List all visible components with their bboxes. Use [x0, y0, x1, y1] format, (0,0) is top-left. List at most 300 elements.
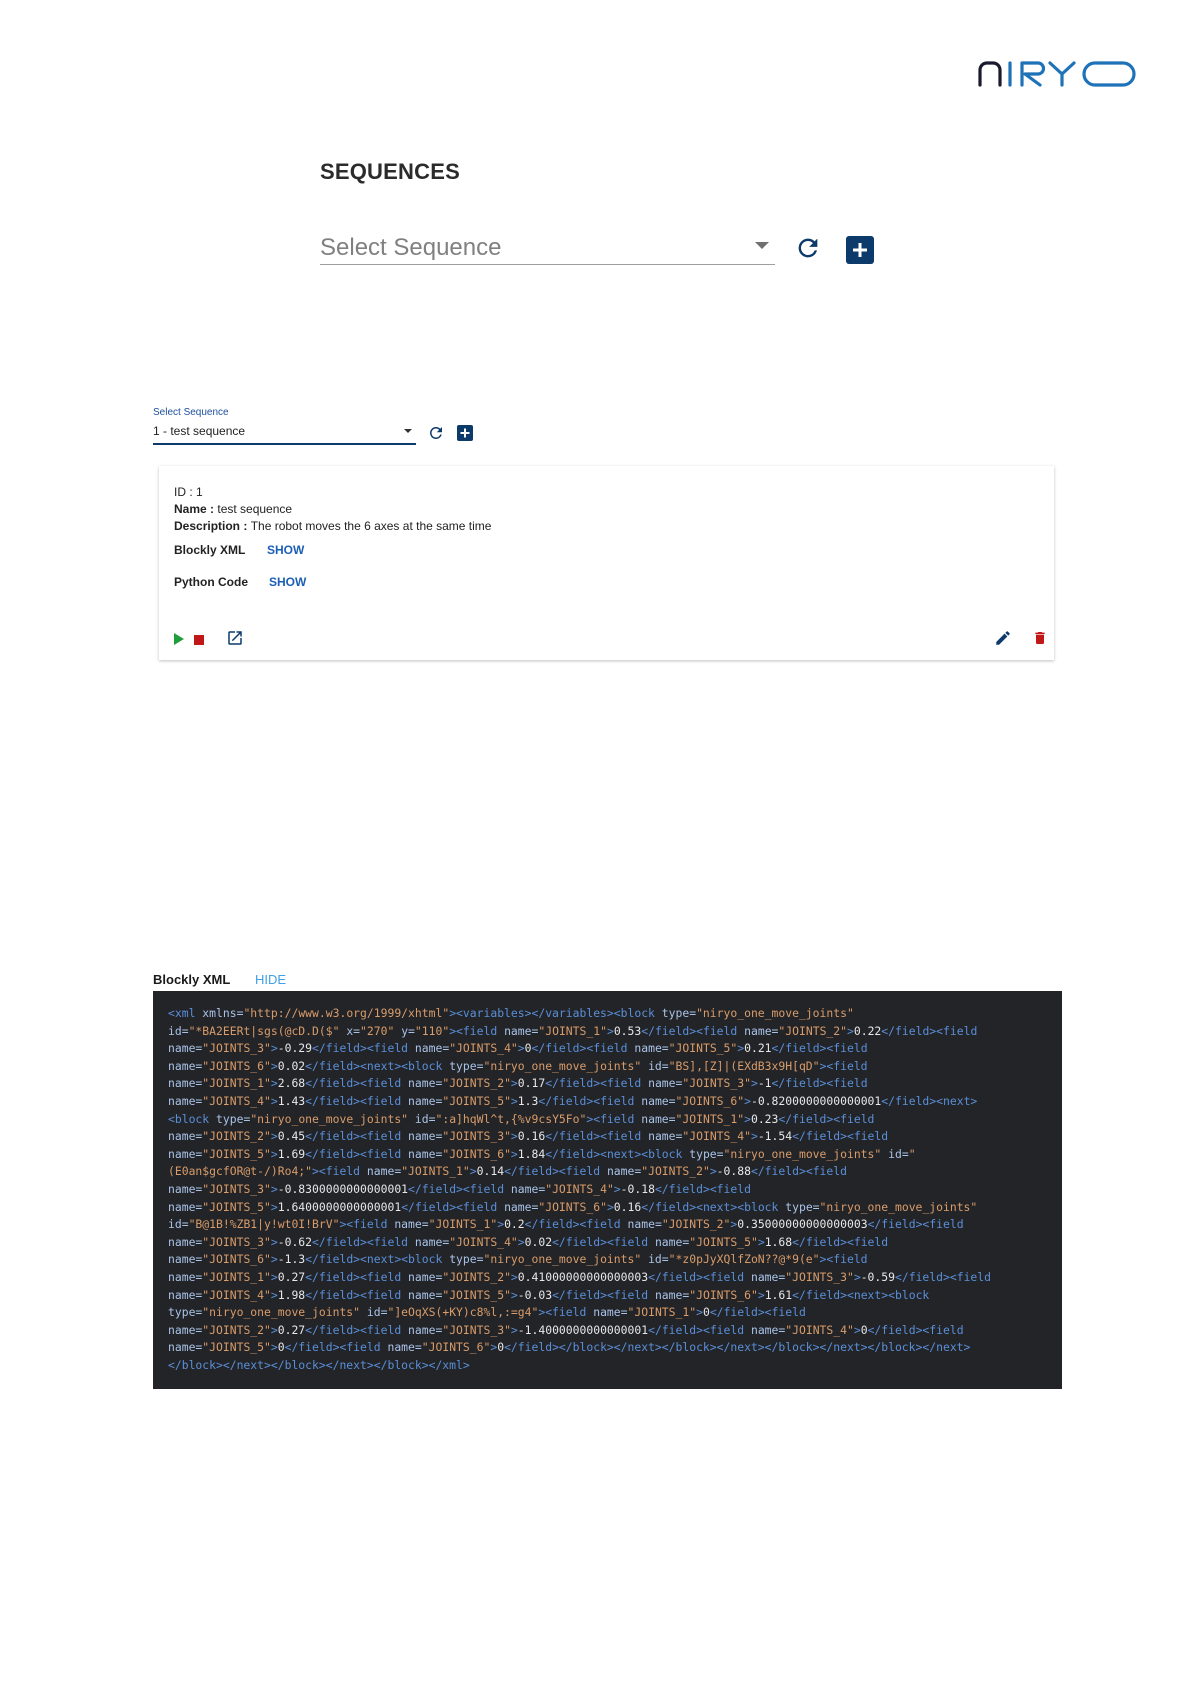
code-line	[168, 1058, 1047, 1076]
code-token: 0.02	[277, 1058, 306, 1073]
name-label: Name :	[174, 502, 218, 516]
select-sequence-label: Select Sequence	[153, 407, 229, 418]
code-token: name=	[168, 1129, 203, 1144]
code-token: 0.27	[277, 1269, 306, 1284]
code-line	[168, 1040, 1047, 1058]
code-token: "JOINTS_4"	[202, 1093, 271, 1108]
code-token: </field><field	[305, 1322, 409, 1337]
code-token: "JOINTS_1"	[627, 1305, 697, 1320]
id-label: ID :	[174, 485, 197, 499]
code-token: id=	[888, 1146, 909, 1161]
code-token: >	[757, 1287, 765, 1302]
code-line	[168, 1287, 1047, 1305]
code-token: ><field	[339, 1217, 395, 1232]
blockly-xml-section-label: Blockly XML	[153, 972, 231, 987]
code-token: type=	[449, 1252, 484, 1267]
code-token: type=	[785, 1199, 820, 1214]
code-token: </block></next></block></next></block></xml>	[168, 1357, 470, 1372]
code-token: -0.88	[716, 1164, 751, 1179]
code-token: ><variables></variables><block	[449, 1006, 662, 1020]
code-token: name=	[593, 1305, 628, 1320]
code-token: name=	[414, 1041, 450, 1056]
code-token: >	[744, 1111, 751, 1126]
code-token: type=	[689, 1146, 724, 1161]
code-token: "niryo_one_move_joints"	[250, 1111, 415, 1126]
code-token: "JOINTS_3"	[202, 1041, 271, 1056]
code-token: 1.68	[764, 1234, 793, 1249]
code-token: -0.8200000000000001	[750, 1093, 882, 1108]
code-token: >	[270, 1146, 278, 1161]
code-token: type=	[216, 1111, 251, 1126]
code-token: >	[847, 1023, 854, 1038]
code-token: >	[730, 1217, 738, 1232]
description-value: The robot moves the 6 axes at the same time	[250, 519, 492, 533]
code-token: "niryo_one_move_joints"	[819, 1199, 978, 1214]
code-token: 1.84	[517, 1146, 546, 1161]
code-token: </field><field	[648, 1322, 751, 1337]
code-token: -1	[757, 1076, 772, 1091]
code-line	[168, 1322, 1047, 1340]
code-token: </field><next><block	[792, 1287, 930, 1302]
add-sequence-button[interactable]	[846, 236, 874, 264]
code-token: name=	[504, 1199, 539, 1214]
code-token: </field><next><block	[305, 1252, 450, 1267]
code-token: "JOINTS_2"	[202, 1129, 271, 1144]
dropdown-caret-icon	[404, 429, 412, 433]
code-token: "JOINTS_1"	[202, 1269, 271, 1284]
code-token: type=	[661, 1006, 697, 1020]
code-line	[168, 1128, 1047, 1146]
code-token: y=	[401, 1023, 415, 1038]
code-token: name=	[168, 1093, 203, 1108]
code-token: type=	[449, 1058, 484, 1073]
code-token: </field><field	[408, 1181, 511, 1196]
delete-icon[interactable]	[1032, 629, 1048, 647]
sequence-card	[159, 466, 1054, 660]
code-token: name=	[648, 1129, 683, 1144]
code-token: name=	[654, 1287, 690, 1302]
code-token: "JOINTS_6"	[442, 1146, 511, 1161]
code-token: >	[696, 1305, 703, 1320]
code-token: "JOINTS_4"	[449, 1041, 518, 1056]
code-token: "JOINTS_1"	[538, 1023, 607, 1038]
code-line	[168, 1269, 1047, 1287]
code-token: >	[490, 1340, 498, 1355]
code-line	[168, 1075, 1047, 1093]
code-token: -0.59	[860, 1269, 895, 1284]
code-token: >	[737, 1041, 745, 1056]
code-token: >	[270, 1093, 278, 1108]
code-token: >	[517, 1234, 525, 1249]
code-token: >	[606, 1199, 614, 1214]
code-token: </field><field	[305, 1146, 409, 1161]
code-token: -0.29	[277, 1041, 313, 1056]
code-token: name=	[654, 1234, 690, 1249]
code-token: >	[517, 1041, 525, 1056]
code-token: -1.54	[757, 1129, 793, 1144]
code-token: </field><next><block	[641, 1199, 786, 1214]
code-token: ><field	[819, 1058, 868, 1073]
select-placeholder: Select Sequence	[320, 234, 502, 261]
code-token: >	[270, 1340, 278, 1355]
code-token: 1.43	[277, 1093, 306, 1108]
code-token: ><field	[312, 1164, 367, 1179]
code-token: -0.8300000000000001	[277, 1181, 409, 1196]
code-line	[168, 1146, 1047, 1164]
code-token: name=	[744, 1023, 779, 1038]
code-token: name=	[408, 1146, 443, 1161]
code-token: (E0an$gcfOR@t-/)Ro4;"	[168, 1164, 313, 1179]
code-token: name=	[408, 1076, 443, 1091]
add-sequence-button[interactable]	[457, 425, 473, 441]
code-token: 0.16	[517, 1129, 546, 1144]
python-show-button[interactable]: SHOW	[269, 575, 307, 589]
code-token: </field><field	[750, 1164, 847, 1179]
blockly-xml-code-block	[153, 991, 1062, 1389]
code-line	[168, 1111, 1047, 1129]
code-token: 1.61	[764, 1287, 793, 1302]
code-token: </field><field	[312, 1041, 415, 1056]
code-token: </field><field	[771, 1041, 868, 1056]
code-token: ><field	[819, 1252, 868, 1267]
code-token: >	[270, 1058, 278, 1073]
code-token: name=	[168, 1287, 203, 1302]
code-token: >	[270, 1322, 278, 1337]
code-token: "*BA2EERt|sgs(@cD.D($"	[188, 1023, 347, 1038]
code-token: >	[270, 1269, 278, 1284]
code-token: 0.02	[524, 1234, 553, 1249]
code-token: </field><field	[305, 1093, 409, 1108]
code-token: name=	[510, 1181, 546, 1196]
code-token: "JOINTS_6"	[538, 1199, 607, 1214]
code-token: name=	[168, 1199, 203, 1214]
code-token: 0.14	[476, 1164, 505, 1179]
code-token: >	[853, 1269, 861, 1284]
code-token: </field><field	[401, 1199, 505, 1214]
code-token: 0.23	[750, 1111, 779, 1126]
code-token: 0.41000000000000003	[517, 1269, 649, 1284]
code-token: </field><field	[545, 1076, 649, 1091]
code-token: "JOINTS_5"	[202, 1146, 271, 1161]
code-token: "JOINTS_5"	[668, 1041, 738, 1056]
code-token: name=	[168, 1146, 203, 1161]
code-token: >	[270, 1181, 278, 1196]
code-token: id=	[648, 1252, 669, 1267]
code-token: name=	[168, 1234, 203, 1249]
code-token: 0	[702, 1305, 710, 1320]
code-token: "B@1B!%ZB1|y!wt0I!BrV"	[188, 1217, 340, 1232]
code-token: >	[510, 1146, 518, 1161]
code-token: "270"	[360, 1023, 402, 1038]
code-token: 0.2	[504, 1217, 525, 1232]
blockly-hide-button[interactable]: HIDE	[255, 972, 287, 987]
code-token: name=	[606, 1164, 642, 1179]
code-token: ><field	[586, 1111, 642, 1126]
sequence-select-large[interactable]	[320, 232, 775, 265]
code-token: </field><field	[552, 1287, 655, 1302]
code-token: name=	[168, 1340, 203, 1355]
code-token: "JOINTS_6"	[202, 1058, 271, 1073]
code-token: </field><field	[538, 1093, 642, 1108]
code-token: "niryo_one_move_joints"	[483, 1058, 649, 1073]
code-token: </field><field	[771, 1076, 868, 1091]
code-token: </field><next>	[881, 1093, 978, 1108]
edit-icon[interactable]	[994, 629, 1012, 647]
code-token: </field><field	[709, 1305, 806, 1320]
code-token: id=	[648, 1058, 669, 1073]
sequence-name	[174, 502, 292, 516]
code-line	[168, 1093, 1047, 1111]
code-token: "]eOqXS(+KY)c8%l,:=g4"	[387, 1305, 539, 1320]
code-token: </field><field	[524, 1217, 628, 1232]
code-token: 0.16	[613, 1199, 642, 1214]
code-token: "JOINTS_1"	[675, 1111, 745, 1126]
code-token: name=	[641, 1093, 676, 1108]
code-token: 0.35000000000000003	[737, 1217, 868, 1232]
code-token: </field></block></next></block></next></block></next></block></next>	[504, 1340, 971, 1355]
code-token: "JOINTS_3"	[202, 1181, 271, 1196]
code-token: </field><field	[867, 1322, 964, 1337]
code-token: id=	[168, 1217, 189, 1232]
code-token: "JOINTS_1"	[202, 1076, 271, 1091]
code-token: name=	[168, 1041, 203, 1056]
dropdown-caret-icon	[755, 242, 769, 249]
code-token: "http://www.w3.org/1999/xhtml"	[243, 1006, 450, 1020]
code-token: </field><next><block	[305, 1058, 450, 1073]
code-token: id=	[168, 1023, 189, 1038]
open-in-new-icon[interactable]	[226, 629, 244, 647]
code-token: name=	[168, 1322, 203, 1337]
code-token: "110"	[414, 1023, 450, 1038]
code-token: >	[270, 1199, 278, 1214]
code-token: </field><field	[778, 1111, 875, 1126]
code-line	[168, 1251, 1047, 1269]
code-token: name=	[627, 1217, 662, 1232]
code-token: 0.45	[277, 1129, 306, 1144]
code-token: name=	[408, 1322, 443, 1337]
code-token: 0.21	[744, 1041, 772, 1056]
code-token: name=	[168, 1058, 203, 1073]
code-line	[168, 1023, 1047, 1041]
code-token: </field><field	[504, 1164, 607, 1179]
code-token: </field><field	[867, 1217, 964, 1232]
code-token: 0	[497, 1340, 505, 1355]
code-token: name=	[504, 1023, 539, 1038]
code-line	[168, 1357, 1047, 1375]
code-token: >	[270, 1076, 278, 1091]
code-token: 0	[277, 1340, 285, 1355]
code-token: "JOINTS_5"	[442, 1093, 511, 1108]
code-token: "JOINTS_4"	[682, 1129, 751, 1144]
blockly-xml-label: Blockly XML	[174, 543, 246, 557]
code-line	[168, 1163, 1047, 1181]
code-token: </field><field	[792, 1234, 889, 1249]
code-token: "JOINTS_6"	[675, 1093, 745, 1108]
code-token: name=	[394, 1217, 429, 1232]
code-token: "*z0pJyXQlfZoN??@*9(e"	[668, 1252, 820, 1267]
code-token: >	[853, 1322, 861, 1337]
code-token: 0.53	[613, 1023, 642, 1038]
code-token: "JOINTS_1"	[428, 1217, 498, 1232]
name-value: test sequence	[217, 502, 293, 516]
code-token: ><field	[449, 1023, 505, 1038]
code-token: </field><field	[895, 1269, 992, 1284]
code-token: "niryo_one_move_joints"	[483, 1252, 649, 1267]
code-line	[168, 1199, 1047, 1217]
code-token: name=	[366, 1164, 402, 1179]
blockly-show-button[interactable]: SHOW	[267, 543, 305, 557]
code-line	[168, 1181, 1047, 1199]
code-token: "JOINTS_4"	[545, 1181, 614, 1196]
code-token: 1.98	[277, 1287, 306, 1302]
code-token: "niryo_one_move_joints"	[696, 1006, 854, 1020]
code-token: 0.17	[517, 1076, 546, 1091]
code-token: </field><field	[641, 1023, 745, 1038]
code-token: >	[606, 1023, 614, 1038]
code-token: "niryo_one_move_joints"	[202, 1305, 367, 1320]
code-token: name=	[168, 1252, 203, 1267]
code-token: xmlns=	[202, 1006, 244, 1020]
code-token: >	[270, 1041, 278, 1056]
code-token: >	[613, 1181, 621, 1196]
code-token: <block	[168, 1111, 217, 1126]
code-token: >	[469, 1164, 477, 1179]
code-token: >	[510, 1076, 518, 1091]
code-token: -1.3	[277, 1252, 306, 1267]
code-token: name=	[408, 1129, 443, 1144]
code-token: >	[510, 1093, 518, 1108]
code-token: </field><field	[305, 1269, 409, 1284]
code-token: 1.6400000000000001	[277, 1199, 402, 1214]
code-token: >	[757, 1234, 765, 1249]
code-token: >	[510, 1269, 518, 1284]
code-token: </field><field	[648, 1269, 751, 1284]
code-token: "JOINTS_3"	[442, 1129, 511, 1144]
sequence-select[interactable]	[153, 421, 416, 445]
code-token: "JOINTS_4"	[785, 1322, 854, 1337]
code-token: </field><field	[312, 1234, 415, 1249]
code-token: >	[497, 1217, 505, 1232]
code-token: 2.68	[277, 1076, 306, 1091]
code-token: "JOINTS_2"	[661, 1217, 731, 1232]
code-token: </field><field	[531, 1041, 635, 1056]
code-token: 0	[860, 1322, 868, 1337]
code-token: "JOINTS_3"	[785, 1269, 854, 1284]
code-token: >	[270, 1252, 278, 1267]
code-token: </field><field	[305, 1287, 409, 1302]
code-token: type=	[168, 1305, 203, 1320]
code-token: "JOINTS_2"	[442, 1269, 511, 1284]
code-token: "JOINTS_2"	[442, 1076, 511, 1091]
code-token: name=	[408, 1093, 443, 1108]
code-token: </field><field	[545, 1129, 649, 1144]
code-token: >	[709, 1164, 717, 1179]
code-token: "	[908, 1146, 916, 1161]
code-token: name=	[387, 1340, 422, 1355]
code-token: name=	[750, 1322, 786, 1337]
sequence-description	[174, 519, 491, 533]
sequences-title: SEQUENCES	[320, 159, 460, 184]
stop-icon[interactable]	[194, 635, 204, 645]
code-token: ":a]hqWl^t,{%v9csY5Fo"	[435, 1111, 587, 1126]
plus-icon	[846, 236, 874, 264]
code-token: 1.69	[277, 1146, 306, 1161]
code-token: "JOINTS_6"	[689, 1287, 758, 1302]
code-line	[168, 1216, 1047, 1234]
code-token: 0	[524, 1041, 532, 1056]
code-token: x=	[346, 1023, 361, 1038]
code-token: </field><field	[792, 1129, 889, 1144]
code-token: >	[270, 1287, 278, 1302]
code-token: "JOINTS_6"	[202, 1252, 271, 1267]
code-token: -0.62	[277, 1234, 313, 1249]
code-token: </field><field	[552, 1234, 655, 1249]
niryo-logo	[978, 60, 1138, 88]
code-line	[168, 1005, 1047, 1023]
code-token: >	[270, 1129, 278, 1144]
code-token: "JOINTS_4"	[202, 1287, 271, 1302]
code-token: name=	[168, 1269, 203, 1284]
code-token: name=	[750, 1269, 786, 1284]
code-token: >	[510, 1322, 518, 1337]
code-line	[168, 1234, 1047, 1252]
code-token: 1.3	[517, 1093, 539, 1108]
code-token: "JOINTS_2"	[202, 1322, 271, 1337]
code-token: "JOINTS_6"	[421, 1340, 491, 1355]
code-token: name=	[414, 1234, 450, 1249]
code-token: "JOINTS_3"	[442, 1322, 511, 1337]
refresh-icon[interactable]	[427, 424, 445, 442]
sequence-id	[174, 485, 203, 499]
code-token: "JOINTS_5"	[442, 1287, 511, 1302]
code-token: "JOINTS_4"	[449, 1234, 518, 1249]
description-label: Description :	[174, 519, 251, 533]
code-token: "JOINTS_5"	[689, 1234, 758, 1249]
code-token: </field><field	[284, 1340, 388, 1355]
code-token: id=	[366, 1305, 388, 1320]
code-token: >	[744, 1093, 751, 1108]
code-token: </field><field	[881, 1023, 978, 1038]
code-token: -0.03	[517, 1287, 553, 1302]
code-token: >	[750, 1129, 758, 1144]
id-value: 1	[196, 485, 203, 499]
code-token: name=	[641, 1111, 676, 1126]
code-token: name=	[408, 1269, 443, 1284]
play-icon[interactable]	[174, 633, 184, 645]
code-token: name=	[408, 1287, 443, 1302]
code-token: id=	[414, 1111, 436, 1126]
code-token: </field><next><block	[545, 1146, 690, 1161]
code-token: ><field	[538, 1305, 594, 1320]
code-token: "BS],[Z]|(EXdB3x9H[qD"	[668, 1058, 820, 1073]
code-token: >	[750, 1076, 758, 1091]
code-token: </field><field	[654, 1181, 751, 1196]
code-token: 0.27	[277, 1322, 306, 1337]
code-token: </field><field	[305, 1076, 409, 1091]
code-token: >	[510, 1287, 518, 1302]
code-line	[168, 1339, 1047, 1357]
code-token: 0.22	[853, 1023, 882, 1038]
code-token: >	[270, 1234, 278, 1249]
code-token: name=	[168, 1076, 203, 1091]
code-token: "JOINTS_2"	[778, 1023, 847, 1038]
plus-icon	[457, 425, 473, 441]
refresh-icon[interactable]	[794, 234, 822, 262]
code-token: -1.4000000000000001	[517, 1322, 649, 1337]
code-token: "JOINTS_2"	[641, 1164, 710, 1179]
code-token: name=	[648, 1076, 683, 1091]
code-token: "JOINTS_3"	[682, 1076, 751, 1091]
